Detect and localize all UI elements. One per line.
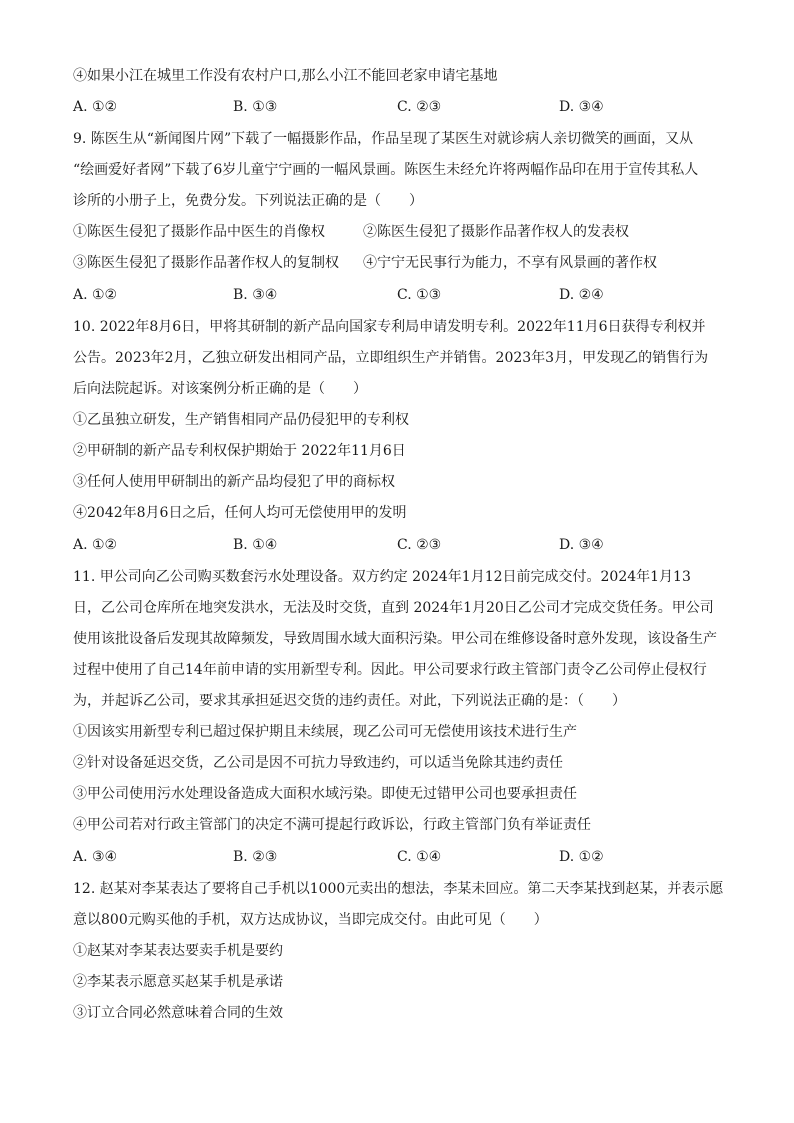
q9-statement-2: ②陈医生侵犯了摄影作品著作权人的发表权 bbox=[363, 224, 629, 240]
q9-stem-line-3: 诊所的小册子上，免费分发。下列说法正确的是（ ） bbox=[73, 193, 423, 209]
q8-option-a: A. ①② bbox=[73, 99, 118, 115]
q10-stem-line-3: 后向法院起诉。对该案例分析正确的是（ ） bbox=[73, 381, 367, 397]
q9-statements-row-1 bbox=[73, 223, 733, 241]
q10-option-d: D. ③④ bbox=[559, 537, 604, 553]
q8-option-d: D. ③④ bbox=[559, 99, 604, 115]
q10-statement-2: ②甲研制的新产品专利权保护期始于 2022年11月6日 bbox=[73, 443, 406, 459]
q12-statement-2: ②李某表示愿意买赵某手机是承诺 bbox=[73, 974, 283, 990]
q9-statement-3: ③陈医生侵犯了摄影作品著作权人的复制权 bbox=[73, 255, 339, 271]
q9-options bbox=[73, 286, 733, 304]
q10-option-a: A. ①② bbox=[73, 537, 118, 553]
q9-stem-line-2: “绘画爱好者网”下载了6岁儿童宁宁画的一幅风景画。陈医生未经允许将两幅作品印在用于宣传其私人 bbox=[73, 162, 699, 178]
q11-stem-line-5: 为，并起诉乙公司，要求其承担延迟交货的违约责任。对此，下列说法正确的是：（ ） bbox=[73, 693, 626, 709]
q12-stem-line-1: 12. 赵某对李某表达了要将自己手机以1000元卖出的想法，李某未回应。第二天李某找到赵某，并表示愿 bbox=[73, 881, 724, 897]
q8-option-c: C. ②③ bbox=[397, 99, 442, 115]
q9-stem-line-1: 9. 陈医生从“新闻图片网”下载了一幅摄影作品，作品呈现了某医生对就诊病人亲切微笑的画面，又从 bbox=[73, 131, 694, 147]
q10-stem-line-2: 公告。2023年2月，乙独立研发出相同产品，立即组织生产并销售。2023年3月，甲发现乙的销售行为 bbox=[73, 350, 709, 366]
q11-stem-line-2: 日，乙公司仓库所在地突发洪水，无法及时交货，直到 2024年1月20日乙公司才完成交货任务。甲公司 bbox=[73, 600, 714, 616]
q9-statement-1: ①陈医生侵犯了摄影作品中医生的肖像权 bbox=[73, 224, 325, 240]
q11-option-d: D. ①② bbox=[559, 849, 604, 865]
q12-statement-3: ③订立合同必然意味着合同的生效 bbox=[73, 1005, 283, 1021]
q11-stem-line-4: 过程中使用了自己14年前申请的实用新型专利。因此。甲公司要求行政主管部门责令乙公司停止侵权行 bbox=[73, 662, 707, 678]
q10-option-c: C. ②③ bbox=[397, 537, 442, 553]
q8-option-b: B. ①③ bbox=[233, 99, 278, 115]
q12-statement-1: ①赵某对李某表达要卖手机是要约 bbox=[73, 943, 283, 959]
q9-option-d: D. ②④ bbox=[559, 287, 604, 303]
q11-stem-line-3: 使用该批设备后发现其故障频发，导致周围水域大面积污染。甲公司在维修设备时意外发现，该设备生产 bbox=[73, 631, 717, 647]
q11-option-c: C. ①④ bbox=[397, 849, 442, 865]
q11-statement-3: ③甲公司使用污水处理设备造成大面积水域污染。即使无过错甲公司也要承担责任 bbox=[73, 786, 577, 802]
q9-option-a: A. ①② bbox=[73, 287, 118, 303]
q11-statement-1: ①因该实用新型专利已超过保护期且未续展，现乙公司可无偿使用该技术进行生产 bbox=[73, 724, 577, 740]
q8-statement-4: ④如果小江在城里工作没有农村户口,那么小江不能回老家申请宅基地 bbox=[73, 68, 498, 84]
q11-statement-4: ④甲公司若对行政主管部门的决定不满可提起行政诉讼，行政主管部门负有举证责任 bbox=[73, 817, 591, 833]
q9-statement-4: ④宁宁无民事行为能力，不享有风景画的著作权 bbox=[363, 255, 657, 271]
q9-option-b: B. ③④ bbox=[233, 287, 278, 303]
q9-statements-row-2 bbox=[73, 254, 733, 272]
q11-option-b: B. ②③ bbox=[233, 849, 278, 865]
q10-statement-3: ③任何人使用甲研制出的新产品均侵犯了甲的商标权 bbox=[73, 474, 395, 490]
q11-stem-line-1: 11. 甲公司向乙公司购买数套污水处理设备。双方约定 2024年1月12日前完成交付。2024年1月13 bbox=[73, 569, 691, 585]
q10-statement-4: ④2042年8月6日之后，任何人均可无偿使用甲的发明 bbox=[73, 505, 407, 521]
q11-statement-2: ②针对设备延迟交货，乙公司是因不可抗力导致违约，可以适当免除其违约责任 bbox=[73, 755, 563, 771]
q10-option-b: B. ①④ bbox=[233, 537, 278, 553]
q11-option-a: A. ③④ bbox=[73, 849, 118, 865]
q10-options bbox=[73, 536, 733, 554]
q10-stem-line-1: 10. 2022年8月6日，甲将其研制的新产品向国家专利局申请发明专利。2022年11月6日获得专利权并 bbox=[73, 319, 706, 335]
q10-statement-1: ①乙虽独立研发，生产销售相同产品仍侵犯甲的专利权 bbox=[73, 412, 409, 428]
q11-options bbox=[73, 848, 733, 866]
q8-options bbox=[73, 98, 733, 116]
q12-stem-line-2: 意以800元购买他的手机，双方达成协议，当即完成交付。由此可见（ ） bbox=[73, 912, 548, 928]
q9-option-c: C. ①③ bbox=[397, 287, 442, 303]
